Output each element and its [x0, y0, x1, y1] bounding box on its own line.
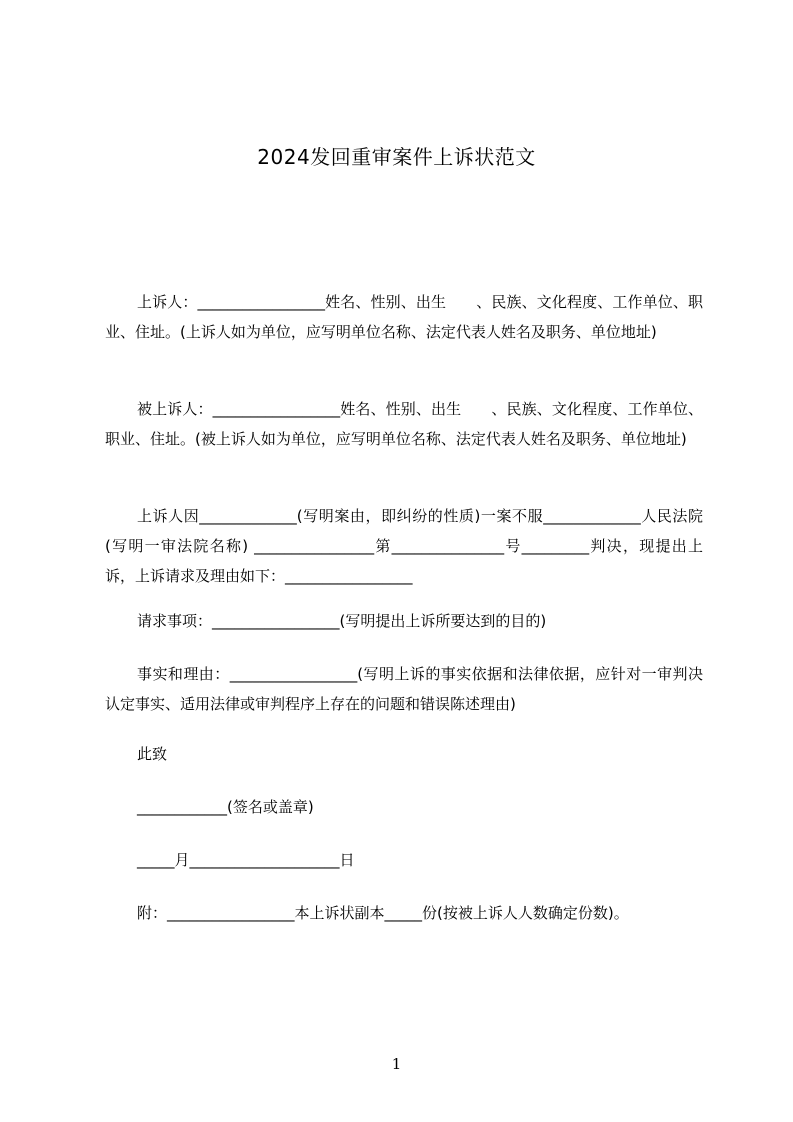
- appellant-paragraph: 上诉人：_________________姓名、性别、出生 、民族、文化程度、工作单位、职业、住址。(上诉人如为单位，应写明单位名称、法定代表人姓名及职务、单位地址): [105, 293, 703, 341]
- document-title: 2024发回重审案件上诉状范文: [257, 145, 536, 169]
- appeal-cause-paragraph: 上诉人因_____________(写明案由，即纠纷的性质)一案不服_____________人民法院(写明一审法院名称) ________________第_______________号_________判决，现提出上诉，上诉请求及理由如下：_________________: [105, 507, 703, 585]
- request-paragraph: 请求事项：_________________(写明提出上诉所要达到的目的): [137, 612, 547, 630]
- page-number: 1: [391, 1055, 402, 1073]
- attachment-paragraph: 附：_________________本上诉状副本_____份(按被上诉人人数确定份数)。: [137, 904, 629, 922]
- closing-salutation: 此致: [137, 745, 168, 763]
- date-line: _____月____________________日: [137, 851, 355, 869]
- facts-and-reasons-paragraph: 事实和理由：_________________(写明上诉的事实依据和法律依据，应针对一审判决认定事实、适用法律或审判程序上存在的问题和错误陈述理由): [105, 665, 703, 713]
- signature-line: ____________(签名或盖章): [137, 798, 314, 816]
- appellee-paragraph: 被上诉人：_________________姓名、性别、出生 、民族、文化程度、工作单位、职业、住址。(被上诉人如为单位，应写明单位名称、法定代表人姓名及职务、单位地址): [105, 400, 703, 448]
